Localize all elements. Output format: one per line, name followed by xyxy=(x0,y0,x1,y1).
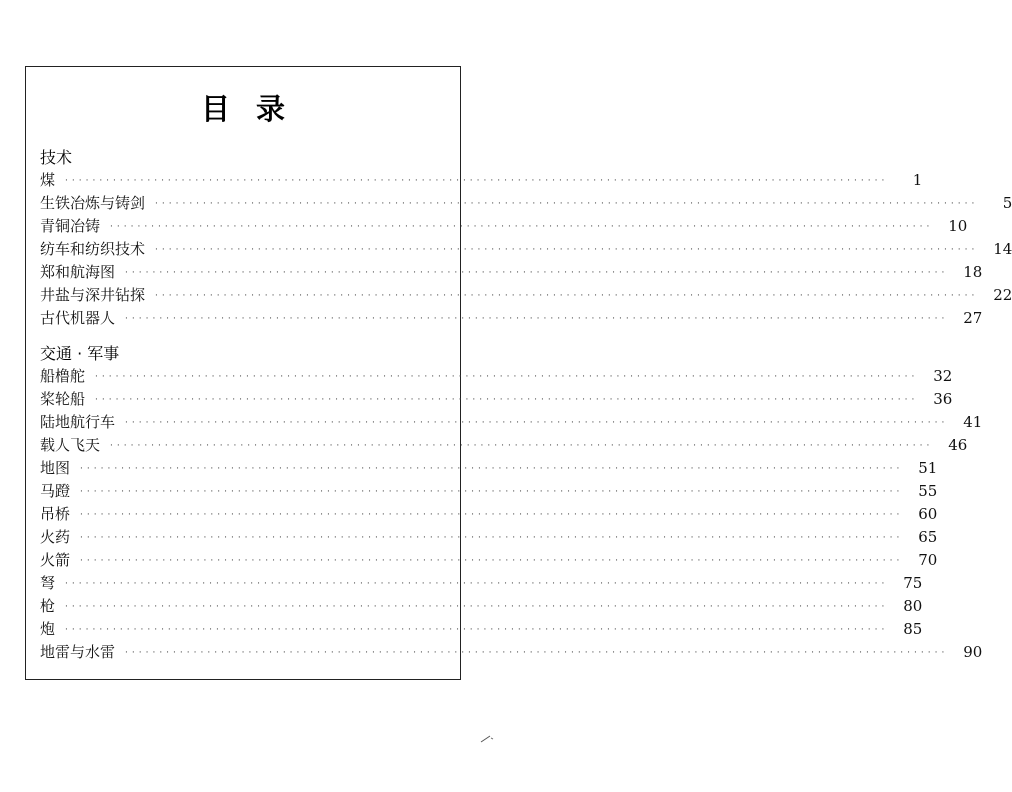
toc-entry[interactable] xyxy=(40,388,953,411)
toc-entry[interactable] xyxy=(40,572,923,595)
dot-leader: ························································································································ xyxy=(80,533,904,543)
dot-leader: ························································································································ xyxy=(125,648,949,658)
toc-entry-page-number: 22 xyxy=(993,286,1012,304)
toc-entry-page-number: 75 xyxy=(903,574,923,592)
dot-leader: ························································································································ xyxy=(155,199,979,209)
toc-entry[interactable] xyxy=(40,307,983,330)
toc-entry-title: 载人飞天 xyxy=(40,436,101,454)
scan-mark xyxy=(480,733,494,743)
toc-entry[interactable] xyxy=(40,215,968,238)
section-entries xyxy=(40,365,983,664)
toc-entry[interactable] xyxy=(40,503,938,526)
dot-leader: ························································································································ xyxy=(125,314,949,324)
dot-leader: ························································································································ xyxy=(80,464,904,474)
toc-entry-page-number: 70 xyxy=(918,551,938,569)
toc-entry[interactable] xyxy=(40,595,923,618)
toc-entry-page-number: 46 xyxy=(948,436,968,454)
toc-entry[interactable] xyxy=(40,480,938,503)
dot-leader: ························································································································ xyxy=(110,222,934,232)
toc-entry-page-number: 41 xyxy=(963,413,983,431)
toc-entry-title: 陆地航行车 xyxy=(40,413,116,431)
toc-frame xyxy=(25,66,1012,680)
dot-leader: ························································································································ xyxy=(80,510,904,520)
toc-entry-title: 地图 xyxy=(40,459,71,477)
toc-entry[interactable] xyxy=(40,261,983,284)
dot-leader: ························································································································ xyxy=(65,625,889,635)
toc-entry[interactable] xyxy=(40,457,938,480)
toc-entry-page-number: 60 xyxy=(918,505,938,523)
toc-entry[interactable] xyxy=(40,365,953,388)
toc-entry[interactable] xyxy=(40,641,983,664)
dot-leader: ························································································································ xyxy=(125,268,949,278)
toc-entry-page-number: 80 xyxy=(903,597,923,615)
dot-leader: ························································································································ xyxy=(110,441,934,451)
dot-leader: ························································································································ xyxy=(95,395,919,405)
toc-entry[interactable] xyxy=(40,169,923,192)
toc-entry[interactable] xyxy=(40,618,923,641)
section-heading: 技术 xyxy=(40,148,73,167)
toc-entry-title: 井盐与深井钻探 xyxy=(40,286,146,304)
toc-entry[interactable] xyxy=(40,192,1012,215)
toc-entry-title: 古代机器人 xyxy=(40,309,116,327)
toc-entry[interactable] xyxy=(40,238,1012,261)
toc-entry-page-number: 5 xyxy=(1002,194,1012,212)
toc-entry-title: 炮 xyxy=(40,620,56,638)
toc-entry-title: 纺车和纺织技术 xyxy=(40,240,146,258)
toc-entry-title: 煤 xyxy=(40,171,56,189)
dot-leader: ························································································································ xyxy=(155,291,979,301)
toc-entry-page-number: 51 xyxy=(918,459,938,477)
toc-entry-title: 桨轮船 xyxy=(40,390,86,408)
toc-entry-page-number: 18 xyxy=(963,263,983,281)
toc-entry-title: 马蹬 xyxy=(40,482,71,500)
toc-entry-title: 弩 xyxy=(40,574,56,592)
toc-entry-page-number: 85 xyxy=(903,620,923,638)
toc-entry[interactable] xyxy=(40,284,1012,307)
section-entries xyxy=(40,169,1012,330)
toc-entry-title: 船橹舵 xyxy=(40,367,86,385)
toc-entry-page-number: 27 xyxy=(963,309,983,327)
toc-section-transport-military xyxy=(40,343,983,664)
toc-entry-page-number: 55 xyxy=(918,482,938,500)
dot-leader: ························································································································ xyxy=(65,579,889,589)
dot-leader: ························································································································ xyxy=(125,418,949,428)
toc-entry[interactable] xyxy=(40,549,938,572)
dot-leader: ························································································································ xyxy=(80,556,904,566)
dot-leader: ························································································································ xyxy=(80,487,904,497)
toc-entry[interactable] xyxy=(40,411,983,434)
toc-entry-page-number: 10 xyxy=(948,217,968,235)
toc-entry[interactable] xyxy=(40,434,968,457)
dot-leader: ························································································································ xyxy=(155,245,979,255)
toc-entry[interactable] xyxy=(40,526,938,549)
toc-entry-title: 火药 xyxy=(40,528,71,546)
toc-entry-page-number: 90 xyxy=(963,643,983,661)
dot-leader: ························································································································ xyxy=(65,176,889,186)
toc-entry-title: 青铜冶铸 xyxy=(40,217,101,235)
toc-entry-title: 生铁冶炼与铸剑 xyxy=(40,194,146,212)
toc-entry-page-number: 65 xyxy=(918,528,938,546)
toc-entry-title: 吊桥 xyxy=(40,505,71,523)
toc-entry-title: 郑和航海图 xyxy=(40,263,116,281)
page-title: 目录 xyxy=(200,92,311,126)
toc-entry-page-number: 32 xyxy=(933,367,953,385)
section-heading: 交通 · 军事 xyxy=(40,344,120,363)
toc-entry-page-number: 14 xyxy=(993,240,1012,258)
toc-entry-title: 枪 xyxy=(40,597,56,615)
dot-leader: ························································································································ xyxy=(95,372,919,382)
toc-entry-title: 地雷与水雷 xyxy=(40,643,116,661)
dot-leader: ························································································································ xyxy=(65,602,889,612)
toc-entry-page-number: 36 xyxy=(933,390,953,408)
toc-entry-page-number: 1 xyxy=(912,171,923,189)
toc-section-technology xyxy=(40,147,1012,330)
toc-entry-title: 火箭 xyxy=(40,551,71,569)
